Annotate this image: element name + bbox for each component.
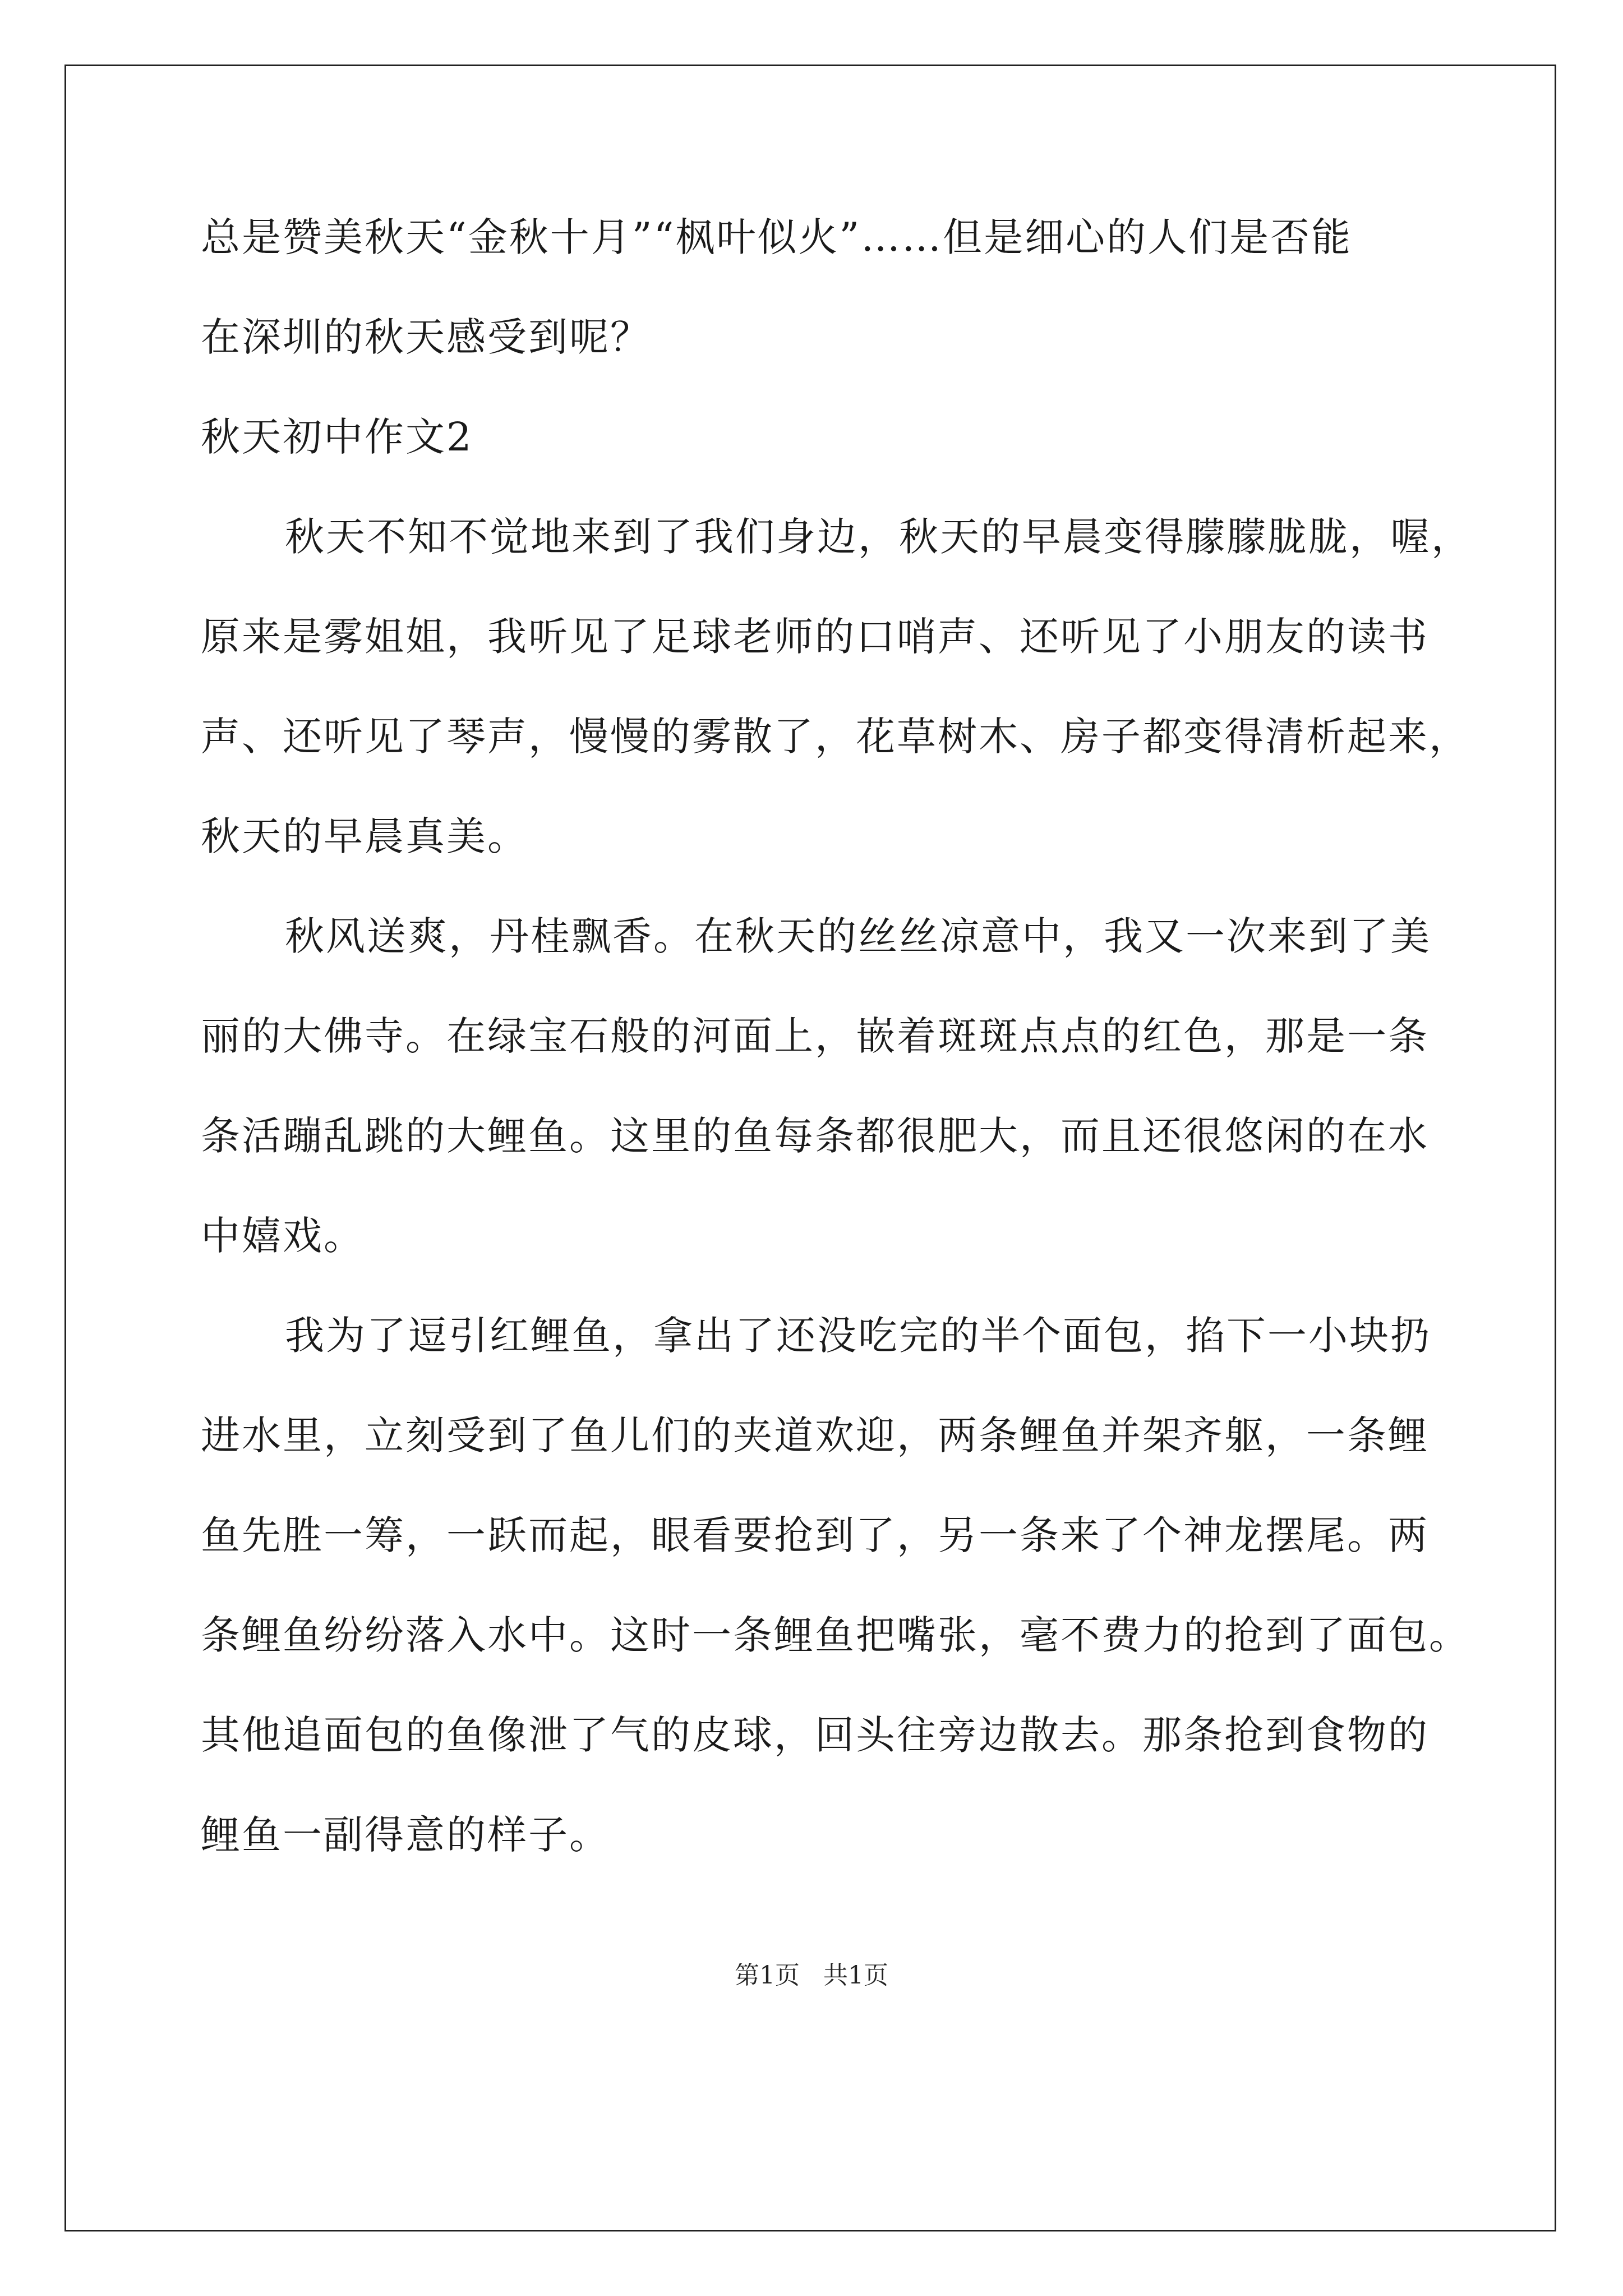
page-footer: 第1页 共1页	[735, 1961, 888, 1990]
text-line: 条鲤鱼纷纷落入水中。这时一条鲤鱼把嘴张，毫不费力的抢到了面包。	[201, 1612, 1470, 1658]
paragraph-first-line: 秋风送爽，丹桂飘香。在秋天的丝丝凉意中，我又一次来到了美	[285, 913, 1431, 959]
text-line: 丽的大佛寺。在绿宝石般的河面上，嵌着斑斑点点的红色，那是一条	[201, 1013, 1429, 1059]
text-line: 声、还听见了琴声，慢慢的雾散了，花草树木、房子都变得清析起来，	[201, 714, 1470, 760]
text-line: 条活蹦乱跳的大鲤鱼。这里的鱼每条都很肥大，而且还很悠闲的在水	[201, 1113, 1429, 1159]
text-line: 秋天的早晨真美。	[201, 813, 528, 859]
section-heading: 秋天初中作文2	[201, 414, 473, 460]
text-line: 鲤鱼一副得意的样子。	[201, 1812, 610, 1858]
text-line: 中嬉戏。	[201, 1213, 365, 1259]
text-line: 在深圳的秋天感受到呢？	[201, 314, 651, 360]
text-line: 进水里，立刻受到了鱼儿们的夹道欢迎，两条鲤鱼并架齐躯，一条鲤	[201, 1412, 1429, 1458]
document-body	[201, 214, 1472, 1915]
text-line: 总是赞美秋天“金秋十月”“枫叶似火”……但是细心的人们是否能	[201, 214, 1353, 260]
text-line: 其他追面包的鱼像泄了气的皮球，回头往旁边散去。那条抢到食物的	[201, 1712, 1429, 1758]
text-line: 鱼先胜一筹，一跃而起，眼看要抢到了，另一条来了个神龙摆尾。两	[201, 1512, 1429, 1558]
paragraph-first-line: 秋天不知不觉地来到了我们身边，秋天的早晨变得朦朦胧胧，喔，	[285, 514, 1472, 560]
text-line: 原来是雾姐姐，我听见了足球老师的口哨声、还听见了小朋友的读书	[201, 614, 1429, 660]
paragraph-first-line: 我为了逗引红鲤鱼，拿出了还没吃完的半个面包，掐下一小块扔	[285, 1313, 1431, 1359]
